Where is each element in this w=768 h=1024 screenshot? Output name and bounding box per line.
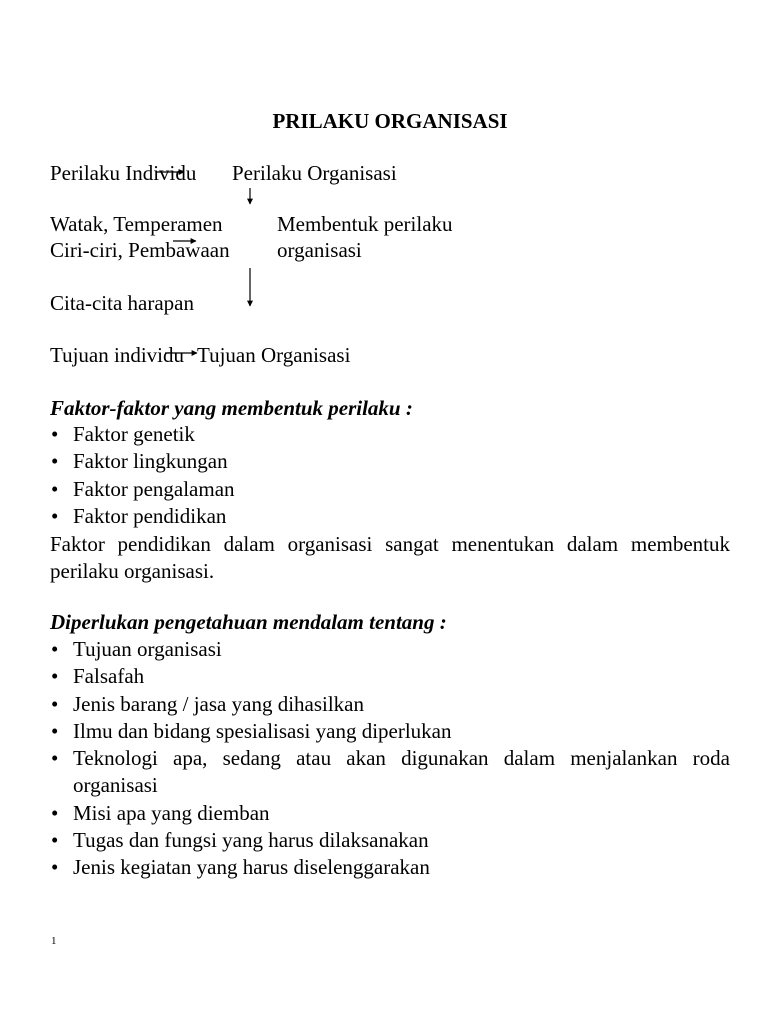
list-item: • Tugas dan fungsi yang harus dilaksanakan (50, 827, 730, 854)
list-item: • Faktor pendidikan (50, 503, 730, 530)
faktor-paragraph: Faktor pendidikan dalam organisasi sangat menentukan dalam membentuk perilaku organisasi. (50, 532, 730, 583)
list-item: • Faktor lingkungan (50, 448, 730, 475)
diagram-watak-temperamen: Watak, Temperamen (50, 212, 223, 236)
diagram-ciri-pembawaan: Ciri-ciri, Pembawaan (50, 238, 230, 262)
faktor-list (50, 421, 730, 530)
list-item: • Jenis kegiatan yang harus diselenggarakan (50, 854, 730, 881)
section-heading-pengetahuan: Diperlukan pengetahuan mendalam tentang : (50, 610, 447, 634)
diagram-tujuan-organisasi: Tujuan Organisasi (197, 343, 351, 367)
list-item: • Jenis barang / jasa yang dihasilkan (50, 691, 730, 718)
page-title: PRILAKU ORGANISASI (272, 109, 508, 133)
diagram-cita-cita: Cita-cita harapan (50, 291, 195, 315)
list-item: • Ilmu dan bidang spesialisasi yang diperlukan (50, 718, 730, 745)
list-item: • Tujuan organisasi (50, 636, 730, 663)
section-heading-faktor: Faktor-faktor yang membentuk perilaku : (50, 396, 413, 420)
list-item: • Faktor genetik (50, 421, 730, 448)
diagram-organisasi: organisasi (277, 238, 362, 262)
pengetahuan-list (50, 636, 730, 882)
diagram-perilaku-individu: Perilaku Individu (50, 161, 197, 185)
page-number: 1 (51, 935, 57, 947)
list-item: • Falsafah (50, 663, 730, 690)
diagram-membentuk-perilaku: Membentuk perilaku (277, 212, 453, 236)
list-item: • Teknologi apa, sedang atau akan digunakan dalam menjalankan roda organisasi (50, 745, 730, 800)
list-item: • Faktor pengalaman (50, 476, 730, 503)
diagram-perilaku-organisasi: Perilaku Organisasi (232, 161, 397, 185)
list-item: • Misi apa yang diemban (50, 800, 730, 827)
diagram-tujuan-individu: Tujuan individu (50, 343, 184, 367)
